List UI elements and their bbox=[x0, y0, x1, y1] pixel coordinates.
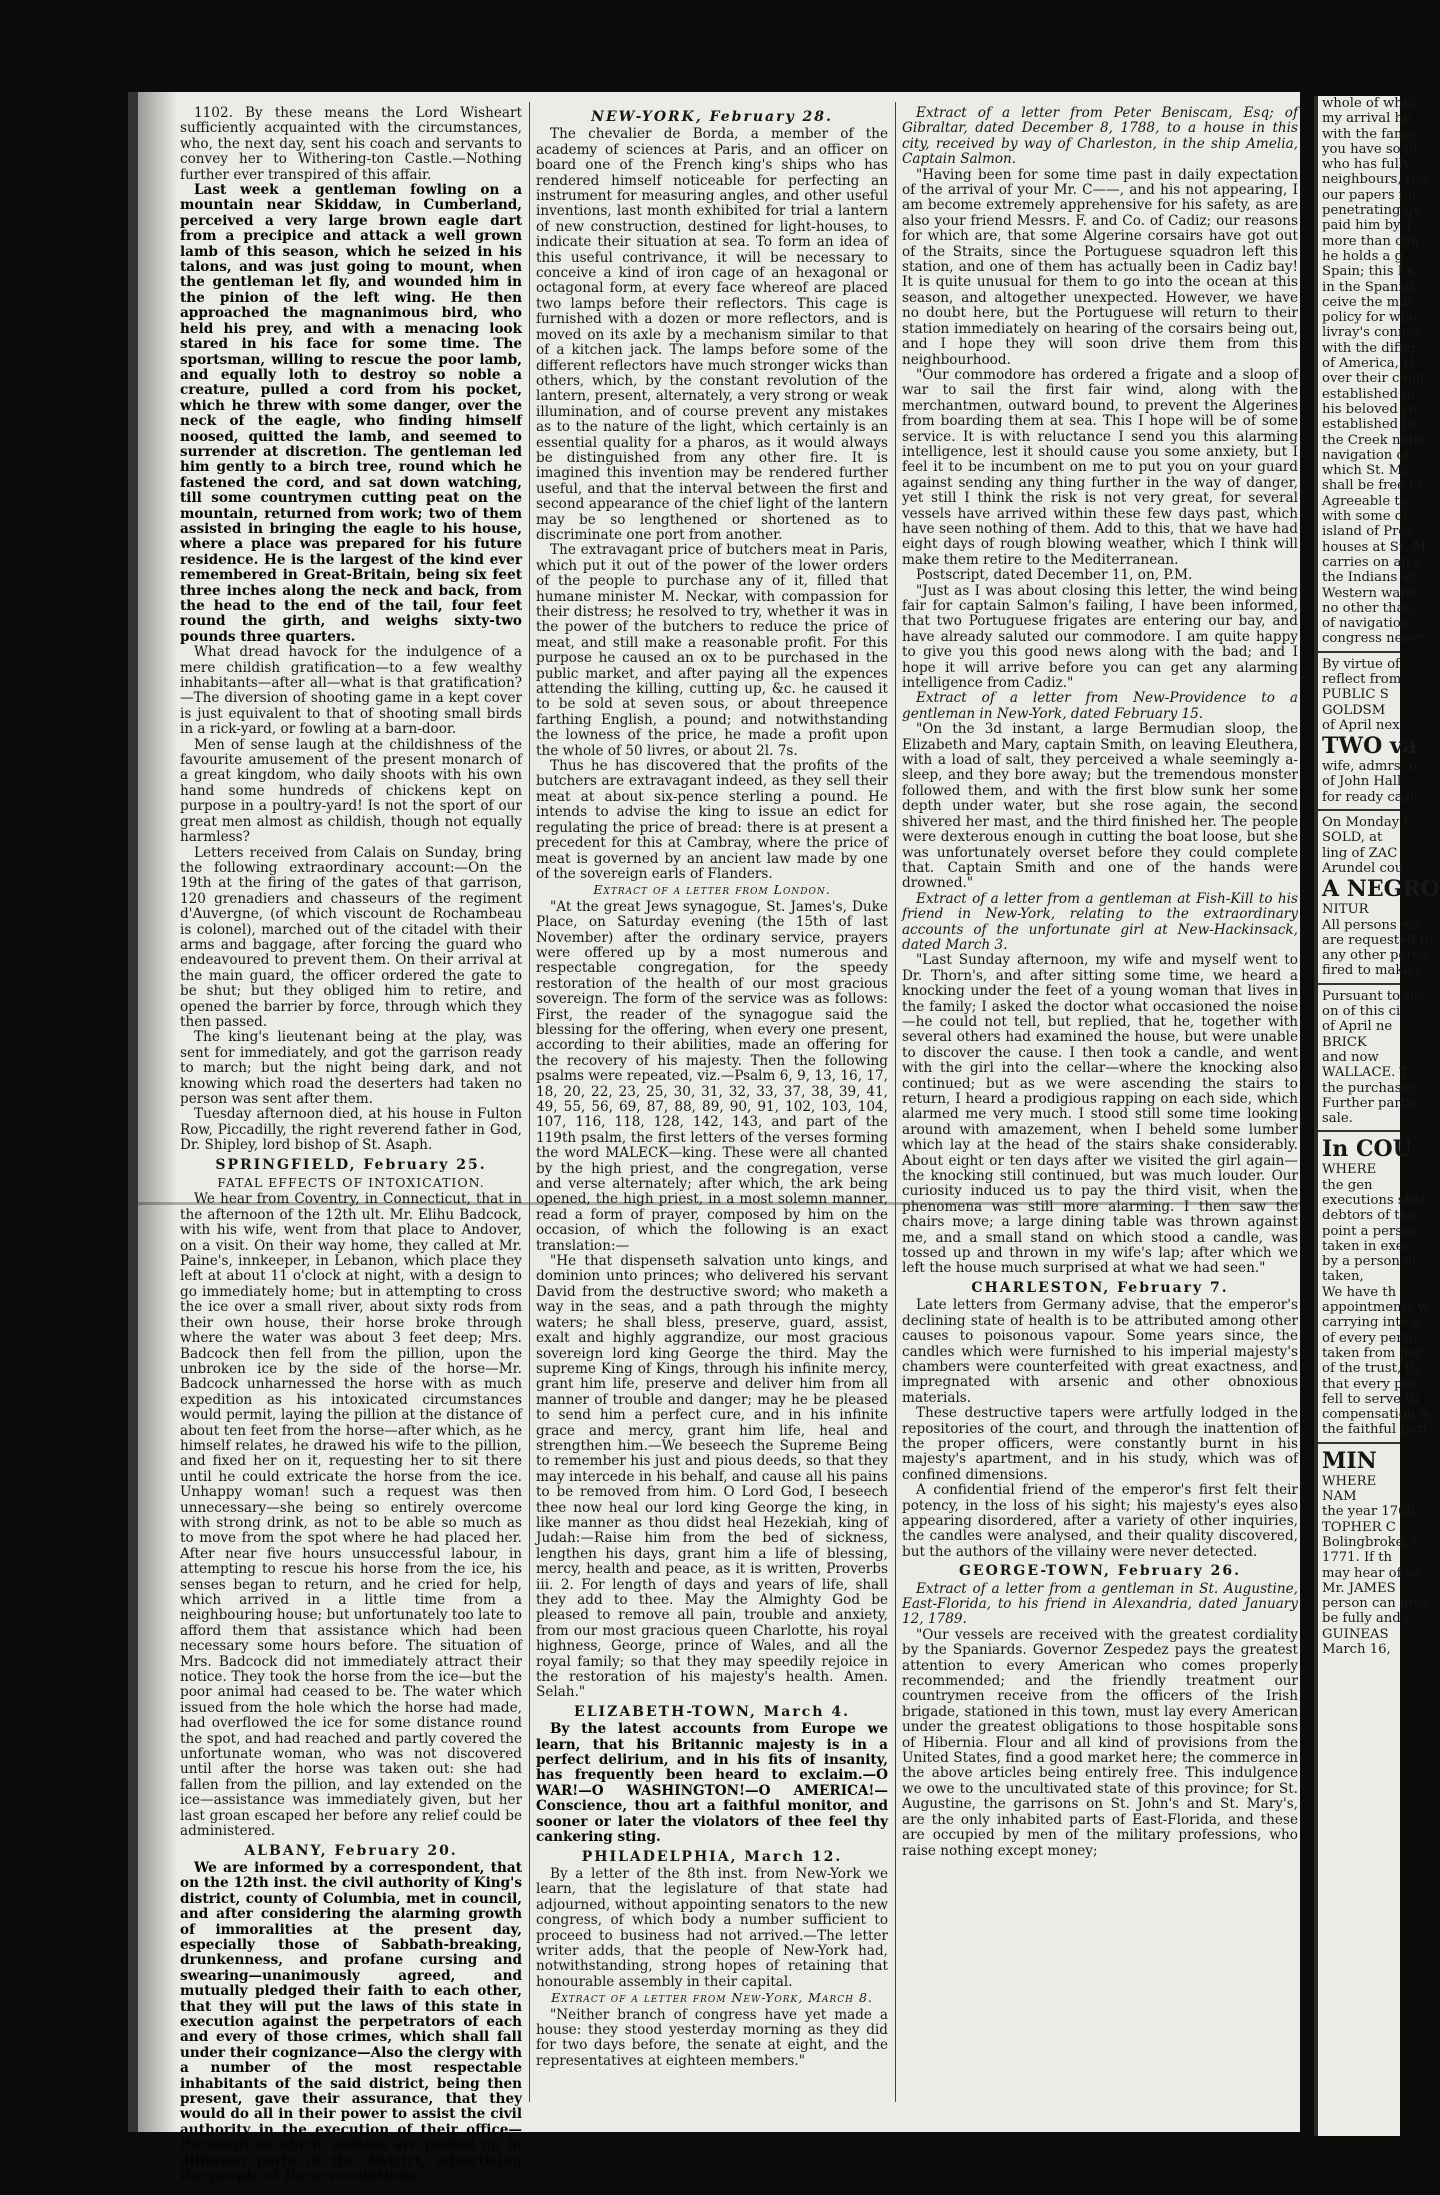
adjacent-text-line: he holds a g bbox=[1322, 248, 1404, 264]
adjacent-text-line: the faithful perf bbox=[1322, 1422, 1428, 1438]
adjacent-text-block bbox=[1318, 902, 1433, 979]
adjacent-page-fragment bbox=[1314, 96, 1440, 2136]
adjacent-text-line: policy for who bbox=[1322, 310, 1417, 326]
article-springfield: We hear from Coventry, in Connecticut, that in the afternoon of the 12th ult. Mr. Elihu Badcock, with his wife, went from that place to Andover, on a visit. On their way home, they called at Mr. Paine's, innkeeper, in Lebanon, which place they left at about 11 o'clock at night, with a design to go immediately home; but in attempting to cross the ice over a small river, about sixty rods from their own house, their horse broke through where the water was about 3 feet deep; Mrs. Badcock then fell from the pillion, upon the unbroken ice by the side of the horse—Mr. Badcock unharnessed the horse with as much expedition as his intoxicated circumstances would permit, laying the pillion at the distance of about ten feet from the horse—after which, as he himself relates, he drawed his wife to the pillion, and fixed her on it, requesting her to sit there until he could extricate the horse from the ice. Unhappy woman! such a request was then unnecessary—she being so entirely overcome with strong drink, as not to be able so much as to move from the spot where he had placed her. After near five hours unsuccessful labour, in attempting to rescue his horse from the ice, his senses began to return, and he cried for help, which arrived in a little time from a neighbouring house; but unfortunately too late to afford them that assistance which had been necessary some hours before. The situation of Mrs. Badcock did not immediately attract their notice. They took the horse from the ice—but the poor animal had ceased to be. The water which issued from the hole which the horse had made, had overflowed the ice for some distance round the spot, and had reached and partly covered the unfortunate woman, who was not discovered until after the horse was taken out: she had fallen from the pillion, and lay extended on the ice—assistance was immediately given, but her last groan escaped her before any relief could be administered. bbox=[180, 1191, 522, 1840]
adjacent-text-line: of April ne bbox=[1322, 1019, 1393, 1035]
article-philadelphia: By a letter of the 8th inst. from New-York we learn, that the legislature of that state had adjourned, without appointing senators to the new congress, of which body a number sufficient to proceed to business had not arrived.—The letter writer adds, that the people of New-York had, notwithstanding, strong hopes of retaining that honourable assembly in their capital. bbox=[536, 1865, 888, 1990]
article-prayer: "He that dispenseth salvation unto kings, and dominion unto princes; who delivered his servant David from the destructive sword; who maketh a way in the seas, and a path through the mighty waters; he shall bless, preserve, guard, assist, exalt and highly aggrandize, our most gracious sovereign lord king George the third. May the supreme King of Kings, through his infinite mercy, grant him life, preserve and deliver him from all manner of trouble and danger; may he be pleased to send him a perfect cure, and in his infinite grace and mercy, grant him life, heal and strengthen him.—We beseech the Supreme Being to remember his just and pious deeds, so that they may intercede in his behalf, and cause all his pains to be removed from him. O Lord God, I beseech thee now heal our lord king George the king, in like manner as thou didst heal Hezekiah, king of Judah:—Raise him from the bed of sickness, lengthen his days, grant him a life of blessing, mercy, health and peace, as it is written, Proverbs iii. 2. For length of days and years of life, shall they add to thee. May the Almighty God be pleased to remove all pain, trouble and anxiety, from our most gracious queen Charlotte, his royal highness, George, prince of Wales, and all the royal family; so that they may speedily rejoice in the restoration of his majesty's health. Amen. Selah." bbox=[536, 1253, 888, 1701]
adjacent-text-line: the purchaser, bbox=[1322, 1080, 1419, 1096]
dateline-albany: ALBANY, February 20. bbox=[244, 1842, 458, 1859]
adjacent-text-line: Spain; this I s bbox=[1322, 264, 1414, 280]
adjacent-text-line: established be bbox=[1322, 417, 1419, 433]
column-1 bbox=[180, 105, 522, 2185]
adjacent-text-line: debtors of this bbox=[1322, 1208, 1419, 1224]
adjacent-text-line: reflect from bbox=[1322, 671, 1402, 687]
adjacent-text-line: Arundel cou bbox=[1322, 860, 1404, 876]
adjacent-text-line: of navigation bbox=[1322, 616, 1410, 632]
column-2 bbox=[536, 106, 888, 2102]
dateline-philadelphia: PHILADELPHIA, March 12. bbox=[581, 1848, 843, 1865]
adjacent-text-line: BRICK bbox=[1322, 1034, 1367, 1050]
adjacent-text-line: NAM bbox=[1322, 1489, 1357, 1505]
adjacent-text-line: Pursuant to the bbox=[1322, 988, 1426, 1004]
adjacent-text-line: established in bbox=[1322, 386, 1416, 402]
adjacent-text-line: sale. bbox=[1322, 1111, 1353, 1127]
adjacent-text-line: fired to make i bbox=[1322, 963, 1420, 979]
column-3 bbox=[902, 106, 1298, 2102]
adjacent-text-line: may hear of so bbox=[1322, 1565, 1421, 1581]
adjacent-text-line: of America, H bbox=[1322, 356, 1415, 372]
column-rule bbox=[895, 102, 896, 2102]
adjacent-text-line: over their coun bbox=[1322, 371, 1425, 387]
newspaper-page bbox=[128, 92, 1300, 2185]
article-paragraph: The chevalier de Borda, a member of the academy of sciences at Paris, and an officer on board one of the French king's ships who has rendered himself noticeable for perfecting an instrument for measuring angles, and other useful inventions, last month exhibited for trial a lantern of new construction, destined for light-houses, to indicate their situation at sea. To form an idea of this useful contrivance, it will be necessary to conceive a kind of iron cage of an hexagonal or octagonal form, at every face whereof are placed two lamps before their reflectors. This cage is furnished with a dozen or more reflectors, and is moved on its axle by a mechanism similar to that of a kitchen jack. The lamps before some of the different reflectors have much stronger wicks than others, which, by the constant revolution of the lantern, present, alternately, a very strong or weak illumination, and of course prevent any mistakes as to the nature of the light, which certainly is an essential quality for a pharos, as it would always be distinguished from any other fire. It is imagined this invention may be rendered further useful, and that the interval between the first and second appearance of the chief light of the lantern may be so lengthened or shortened as to discriminate one port from another. bbox=[536, 126, 888, 543]
dateline-george-town: GEORGE-TOWN, February 26. bbox=[958, 1563, 1242, 1580]
article-george-town: "Our vessels are received with the greatest cordiality by the Spaniards. Governor Zespedez pays the greatest attention to every American who comes properly recommended; and the friendly treatment our countrymen receive from the officers of the Irish brigade, stationed in this town, must lay every American under the greatest obligations to those hospitable sons of Hibernia. Flour and all kind of provisions from the United States, find a good market here; the commerce in the above articles being entirely free. This indulgence we owe to the uncultivated state of this province; for St. Augustine, the garrisons on St. John's and St. Mary's, are the only inhabited parts of East-Florida, and these are occupied by men of the military professions, who raise nothing except money; bbox=[902, 1626, 1298, 1859]
article-fish-kill: "Last Sunday afternoon, my wife and myself went to Dr. Thorn's, and after sitting some time, we heard a knocking under the feet of a young woman that lives in the family; I asked the doctor what occasioned the noise—he could not tell, but replied, that he, together with several others had examined the house, but were unable to discover the cause. I then took a candle, and went with the girl into the cellar—where the knocking also continued; but as we were ascending the stairs to return, I heard a prodigious rapping on each side, which alarmed me very much. I stood still some time looking around with amazement, when I beheld some lumber which lay at the head of the stairs shake considerably. About eight or ten days after we visited the girl again—the knocking still continued, but was much louder. Our curiosity induced us to pay the third visit, when the phenomena was still more alarming. I then saw the chairs move; a large dining table was thrown against me, and a small stand on which stood a candle, was tossed up and thrown in my wife's lap; after which we left the house much surprised at what we had seen." bbox=[902, 952, 1298, 1277]
divider bbox=[1318, 651, 1400, 653]
divider bbox=[1318, 1442, 1400, 1444]
adjacent-text-line: our papers for bbox=[1322, 187, 1418, 203]
adjacent-text-line: of the trust, th bbox=[1322, 1361, 1420, 1377]
article-new-york-letter: "Neither branch of congress have yet made a house: they stood yesterday morning as they did for two days before, the senate at eight, and the representatives at eighteen members." bbox=[536, 2006, 888, 2069]
adjacent-text-line: By virtue of bbox=[1322, 656, 1400, 672]
adjacent-text-line: carries on an e bbox=[1322, 554, 1422, 570]
extract-heading-st-augustine: Extract of a letter from a gentleman in St. Augustine, East-Florida, to his friend in Alexandria, dated January 12, 1789. bbox=[902, 1580, 1298, 1628]
adjacent-text-line: paid him by T bbox=[1322, 218, 1414, 234]
article-paragraph: Late letters from Germany advise, that the emperor's declining state of health is to be attributed among other causes to poisonous vapour. Some years since, the candles which were furnished to his imperial majesty's chambers were counterfeited with great exactness, and impregnated with arsenic and other obnoxious materials. bbox=[902, 1297, 1298, 1406]
adjacent-text-line: in the Spanish bbox=[1322, 279, 1419, 295]
adjacent-text-line: NITUR bbox=[1322, 902, 1369, 918]
adjacent-text-line: penetrating ge bbox=[1322, 203, 1421, 219]
dateline-springfield: SPRINGFIELD, February 25. bbox=[215, 1156, 487, 1173]
adjacent-text-line: of John Hall. bbox=[1322, 774, 1406, 790]
adjacent-text-block bbox=[1318, 759, 1418, 805]
adjacent-text-line: and now bbox=[1322, 1049, 1379, 1065]
article-elizabeth-town: By the latest accounts from Europe we learn, that his Britannic majesty is in a perfect delirium, and in his fits of insanity, has frequently been heard to exclaim.—O WAR!—O WASHINGTON!—O AMERICA!—Conscience, thou art a faithful monitor, and sooner or later the violators of thee feel thy cankering sting. bbox=[536, 1721, 888, 1846]
adjacent-text-line: Mr. JAMES bbox=[1322, 1580, 1396, 1596]
adjacent-text-line: Bolingbroke, i bbox=[1322, 1534, 1417, 1550]
adjacent-text-line: his beloved co bbox=[1322, 401, 1418, 417]
article-paragraph: A confidential friend of the emperor's first felt their potency, in the loss of his sight; his majesty's eyes also appearing disordered, after a variety of other inquiries, the candles were analysed, and their quality discovered, but the authors of the villainy were never detected. bbox=[902, 1482, 1298, 1560]
adjacent-text-line: March 16, bbox=[1322, 1642, 1391, 1658]
adjacent-text-line: the year 1768, bbox=[1322, 1504, 1420, 1520]
adjacent-text-line: for ready cash bbox=[1322, 789, 1418, 805]
adjacent-text-line: compensation w bbox=[1322, 1407, 1431, 1423]
article-london: "At the great Jews synagogue, St. James's, Duke Place, on Saturday evening (the 15th of last November) after the ordinary service, prayers were offered up by a most numerous and respectable congregation, for the speedy restoration of the health of our most gracious sovereign. The form of the service was as follows: First, the reader of the synagogue said the blessing for the offering, when every one present, according to their abilities, made an offering for the recovery of his majesty. Then the following psalms were repeated, viz.—Psalm 6, 9, 13, 16, 17, 18, 20, 22, 23, 25, 30, 31, 32, 33, 37, 38, 39, 41, 49, 55, 56, 69, 87, 88, 89, 90, 91, 102, 103, 104, 107, 116, 118, 128, 142, 143, and part of the 119th psalm, the first letters of the verses forming the word MALECK—king. These were all chanted by the high priest, and the congregation, verse and verse alternately; after which, the ark being opened, the high priest, in a most solemn manner, read a form of prayer, composed by him on the occasion, of which the following is an exact translation:— bbox=[536, 898, 888, 1254]
adjacent-text-line: of April nex bbox=[1322, 717, 1400, 733]
adjacent-text-line: WHERE bbox=[1322, 1162, 1377, 1178]
adjacent-text-line: taken from per bbox=[1322, 1345, 1423, 1361]
adjacent-text-line: taken, bbox=[1322, 1269, 1364, 1285]
adjacent-text-line: of every perso bbox=[1322, 1330, 1418, 1346]
subheading-intoxication: FATAL EFFECTS OF INTOXICATION. bbox=[217, 1175, 485, 1191]
article-paragraph: "Having been for some time past in daily expectation of the arrival of your Mr. C——, and his not appearing, I am become extremely apprehensive for his safety, as are also your friend Messrs. F. and Co. of Cadiz; our reasons for which are, that some Algerine corsairs have got out of the Straits, since the Portuguese squadron left this station, and one of them has actually been in Cadiz bay! It is quite unusual for them to go into the ocean at this season, and altogether unexpected. However, we have no doubt here, but the Portuguese will return to their station immediately on hearing of the corsairs being out, and I hope they will soon drive them from this neighbourhood. bbox=[902, 166, 1298, 368]
divider bbox=[1318, 1130, 1400, 1132]
article-paragraph: Tuesday afternoon died, at his house in Fulton Row, Piccadilly, the right reverend father in God, Dr. Shipley, lord bishop of St. Asaph. bbox=[180, 1106, 522, 1154]
article-paragraph: Last week a gentleman fowling on a mountain near Skiddaw, in Cumberland, perceived a very large brown eagle dart from a precipice and attack a well grown lamb of this season, which he seized in his talons, and was just going to mount, when the gentleman let fly, and wounded him in the pinion of the left wing. He then approached the magnanimous bird, who held his prey, and with a menacing look stared in his face for some time. The sportsman, willing to rescue the poor lamb, and equally loth to destroy so noble a creature, pulled a cord from his pocket, which he threw with some danger, over the neck of the eagle, who finding himself noosed, quitted the lamb, and seemed to surrender at discretion. The gentleman led him gently to a birch tree, round which he fastened the cord, and sat down watching, till some countrymen cutting peat on the mountain, returned from work; two of them assisted in bringing the eagle to his house, where a place was prepared for his future residence. He is the largest of the kind ever remembered in Great-Britain, being six feet three inches along the neck and back, from the head to the end of the tail, four feet round the girth, and weighs sixty-two pounds three quarters. bbox=[180, 182, 522, 645]
adjacent-text-line: with some of bbox=[1322, 509, 1408, 525]
article-paragraph: The king's lieutenant being at the play, was sent for immediately, and got the garrison ready to march; but the night being dark, and not knowing which road the deserters had taken no person was sent after them. bbox=[180, 1029, 522, 1107]
adjacent-text-line: All persons wh bbox=[1322, 917, 1421, 933]
article-paragraph: "Our commodore has ordered a frigate and a sloop of war to sail the first fair wind, along with the merchantmen, outward bound, to prevent the Algerines from boarding them at sea. This I hope will be of some service. It is with reluctance I send you this alarming intelligence, lest it should cause you some anxiety, but I feel it to be incumbent on me to put you on your guard against sending any thing further in the way of danger, yet still I think the risk is not very great, for several vessels have arrived within these few days past, which have seen nothing of them. Add to this, that we have had eight days of rough blowing weather, which I think will make them retire to the Mediterranean. bbox=[902, 366, 1298, 568]
adjacent-text-line: fell to serve th bbox=[1322, 1391, 1419, 1407]
adjacent-text-line: GOLDSM bbox=[1322, 702, 1386, 718]
adjacent-text-line: SOLD, at bbox=[1322, 830, 1383, 846]
adjacent-text-block bbox=[1318, 657, 1400, 733]
adjacent-text-line: be fully and c bbox=[1322, 1611, 1413, 1627]
article-paragraph: "Just as I was about closing this letter, the wind being fair for captain Salmon's failing, I have been informed, that two Portuguese frigates are entering our bay, and have already saluted our commodore. I am quite happy to give you this good news along with the bad; and I hope it will arrive before you can get any alarming intelligence from Cadiz." bbox=[902, 582, 1298, 692]
adjacent-text-line: appointments w bbox=[1322, 1300, 1430, 1316]
column-rule bbox=[529, 102, 530, 2102]
extract-heading-new-york: Extract of a letter from New-York, March 8. bbox=[551, 1990, 873, 2006]
advertisement-heading: In COU bbox=[1322, 1136, 1412, 1163]
adjacent-text-line: by a person of bbox=[1322, 1254, 1417, 1270]
adjacent-text-line: more than con bbox=[1322, 233, 1419, 249]
adjacent-text-line: the Creek natio bbox=[1322, 432, 1426, 448]
adjacent-text-line: person can give bbox=[1322, 1596, 1428, 1612]
adjacent-text-block bbox=[1318, 1162, 1431, 1438]
adjacent-text-line: who has fully bbox=[1322, 157, 1411, 173]
dateline-charleston: CHARLESTON, February 7. bbox=[971, 1279, 1229, 1296]
adjacent-text-line: executions shal bbox=[1322, 1193, 1426, 1208]
adjacent-text-line: neighbours, the bbox=[1322, 172, 1428, 188]
adjacent-text-line: ling of ZAC bbox=[1322, 845, 1398, 861]
adjacent-text-line: congress never bbox=[1322, 631, 1424, 647]
adjacent-text-line: no other than bbox=[1322, 600, 1413, 616]
dateline-new-york: NEW-YORK, February 28. bbox=[591, 109, 833, 125]
advertisement-heading: A NEGRO bbox=[1322, 876, 1440, 903]
adjacent-text-line: any other perso bbox=[1322, 948, 1428, 964]
article-paragraph: What dread havock for the indulgence of a mere childish gratification—to a few wealthy inhabitants—after all—what is that gratification?—The diversion of shooting game in a kept cover is just equivalent to that of shooting small birds in a rick-yard, or fowling at a barn-door. bbox=[180, 644, 522, 738]
adjacent-text-line: my arrival he bbox=[1322, 111, 1411, 127]
article-paragraph: Men of sense laugh at the childishness of the favourite amusement of the present monarch of a great kingdom, who daily shoots with his own hand some hundreds of chickens kept on purpose in a poultry-yard! Is not the sport of our great men almost as childish, though not equally harmless? bbox=[180, 736, 522, 846]
extract-heading-london: Extract of a letter from London. bbox=[593, 882, 831, 898]
divider bbox=[1318, 809, 1400, 811]
adjacent-text-line: with the differ bbox=[1322, 340, 1418, 356]
adjacent-text-line: on of this ci bbox=[1322, 1004, 1401, 1020]
article-paragraph: The extravagant price of butchers meat in Paris, which put it out of the power of the lower orders of the people to purchase any of it, filled that humane minister M. Neckar, with compassion for their distress; he resolved to try, whether it was in the power of the butchers to reduce the price of meat, and still make a reasonable profit. For this purpose he caused an ox to be purchased in the public market, and after paying all the expences attending the killing, cutting up, &c. he caused it to be sold at seven sous, or about threepence farthing English, a pound; and notwithstanding the lowness of the price, he made a profit upon the whole of 50 livres, or about 2l. 7s. bbox=[536, 542, 888, 759]
adjacent-text-line: whole of whic bbox=[1322, 96, 1415, 111]
adjacent-text-line: carrying into e bbox=[1322, 1315, 1421, 1331]
article-new-providence: "On the 3d instant, a large Bermudian sloop, the Elizabeth and Mary, captain Smith, on leaving Eleuthera, with a load of salt, they perceived a whale seemingly a-sleep, and they bore away; but the tremendous monster followed them, and with the first blow sunk her some depth under water, but she rose again, the second shivered her mast, and the third finished her. The people were dexterous enough in cutting the boat loose, but she was unfortunately overset before they could complete that. Captain Smith and one of the hands were drowned." bbox=[902, 721, 1298, 892]
adjacent-text-line: We have th bbox=[1322, 1284, 1397, 1300]
extract-heading-gibraltar: Extract of a letter from Peter Beniscam, Esq; of Gibraltar, dated December 8, 1788, to a house in this city, received by way of Charleston, in the ship Amelia, Captain Salmon. bbox=[902, 105, 1298, 168]
adjacent-text-block bbox=[1318, 815, 1409, 876]
adjacent-text-block bbox=[1318, 96, 1428, 647]
dateline-elizabeth-town: ELIZABETH-TOWN, March 4. bbox=[574, 1703, 850, 1720]
adjacent-text-line: PUBLIC S bbox=[1322, 687, 1389, 703]
adjacent-text-line: with the famo bbox=[1322, 126, 1415, 142]
adjacent-text-line: that every per bbox=[1322, 1376, 1417, 1392]
adjacent-text-line: island of Prov bbox=[1322, 524, 1414, 540]
article-postscript: Postscript, dated December 11, on, P.M. bbox=[916, 567, 1193, 584]
advertisement-heading: MIN bbox=[1322, 1447, 1377, 1474]
extract-heading-new-providence: Extract of a letter from New-Providence to a gentleman in New-York, dated February 15. bbox=[902, 690, 1298, 722]
adjacent-text-line: GUINEAS bbox=[1322, 1626, 1389, 1642]
adjacent-text-line: Western water bbox=[1322, 585, 1420, 601]
article-paragraph: Letters received from Calais on Sunday, bring the following extraordinary account:—On the 19th at the firing of the gates of that garrison, 120 grenadiers and chasseurs of the regiment d'Auvergne, (of which viscount de Rochambeau is colonel), marched out of the citadel with their arms and baggage, after forcing the guard who endeavoured to prevent them. On their arrival at the main guard, the officer ordered the gate to be shut; but they obliged him to retire, and opened the barrier by force, through which they then passed. bbox=[180, 844, 522, 1030]
adjacent-text-line: 1771. If th bbox=[1322, 1550, 1393, 1566]
adjacent-text-line: Agreeable to bbox=[1322, 493, 1408, 509]
adjacent-text-line: are requested to bbox=[1322, 932, 1433, 948]
adjacent-text-line: you have so of bbox=[1322, 141, 1418, 157]
adjacent-text-line: point a person bbox=[1322, 1223, 1419, 1239]
adjacent-text-line: WALLACE. T bbox=[1322, 1065, 1409, 1081]
adjacent-text-line: WHERE bbox=[1322, 1473, 1377, 1489]
divider bbox=[1318, 983, 1400, 985]
adjacent-text-line: the gen bbox=[1322, 1177, 1373, 1193]
article-paragraph: These destructive tapers were artfully lodged in the repositories of the court, and through the inattention of the proper officers, were constantly burnt in his majesty's apartment, and in his study, which was of confined dimensions. bbox=[902, 1405, 1298, 1483]
adjacent-text-line: the Indians an bbox=[1322, 570, 1418, 586]
adjacent-text-line: shall be free fo bbox=[1322, 478, 1422, 494]
advertisement-heading: TWO va bbox=[1322, 733, 1417, 760]
adjacent-text-line: houses at St. M bbox=[1322, 539, 1427, 555]
adjacent-text-line: TOPHER C bbox=[1322, 1519, 1396, 1535]
adjacent-text-line: wife, admrs. o bbox=[1322, 759, 1417, 775]
adjacent-text-line: taken in exec bbox=[1322, 1238, 1411, 1254]
article-paragraph: Thus he has discovered that the profits of the butchers are extravagant indeed, as they sell their meat at about six-pence sterling a pound. He intends to advise the king to issue an edict for regulating the price of bread: there is at present a precedent for this at Cambray, where the price of meat is governed by an ancient law made by one of the sovereign earls of Flanders. bbox=[536, 758, 888, 882]
adjacent-text-line: which St. Ma bbox=[1322, 463, 1411, 479]
adjacent-text-line: livray's connex bbox=[1322, 325, 1422, 341]
article-albany: We are informed by a correspondent, that on the 12th inst. the civil authority of King's district, county of Columbia, met in council, and after considering the alarming growth of immoralities at the present day, especially those of Sabbath-breaking, drunkenness, and profane cursing and swearing—unanimously agreed, and mutually pledged their faith to each other, that they will put the laws of this state in execution against the perpetrators of each and every of those crimes, which shall fall under their cognizance—Also the clergy with a number of the most respectable inhabitants of the said district, being then present, gave their assurance, that they would do all in their power to assist the civil authority in the execution of their office—Pursuant to which, notices are posted up in different parts of the district, advertising the people of these resolutions. bbox=[180, 1859, 522, 2185]
extract-heading-fish-kill: Extract of a letter from a gentleman at Fish-Kill to his friend in New-York, relating to the extraordinary accounts of the unfortunate girl at New-Hackinsack, dated March 3. bbox=[902, 890, 1298, 953]
adjacent-text-line: navigation of bbox=[1322, 447, 1410, 463]
adjacent-text-line: Further partic bbox=[1322, 1095, 1418, 1111]
adjacent-text-block bbox=[1318, 988, 1426, 1127]
article-paragraph: 1102. By these means the Lord Wisheart sufficiently acquainted with the circumstances, who, the next day, sent his coach and servants to convey her to Withering-ton Castle.—Nothing further ever transpired of this affair. bbox=[180, 105, 522, 183]
adjacent-text-block bbox=[1318, 1473, 1428, 1658]
adjacent-text-line: On Monday t bbox=[1322, 815, 1409, 831]
adjacent-text-line: ceive the mili bbox=[1322, 294, 1412, 310]
